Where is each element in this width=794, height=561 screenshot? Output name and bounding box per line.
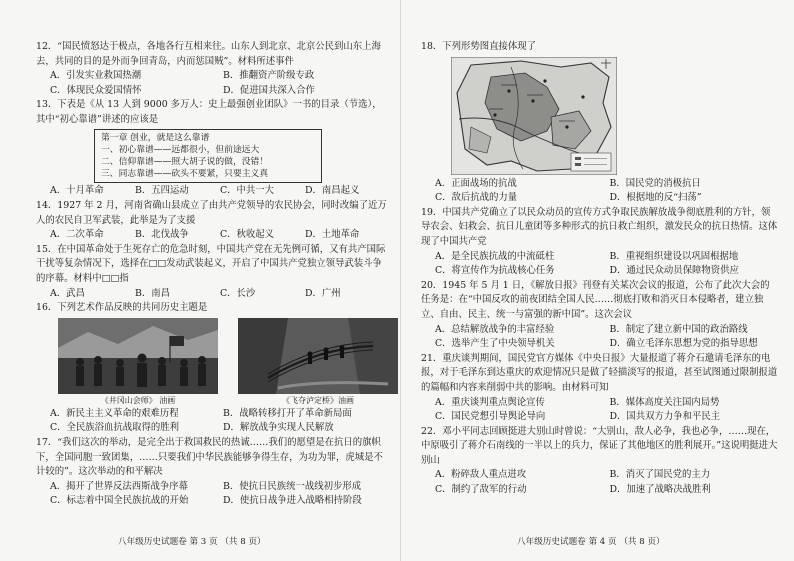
question-22-stem: 22．邓小平同志回顾挺进大别山时曾说：“大别山，敌人必争，我也必争，……现在，中原吸引了蒋介石南线的一半以上的兵力，保证了其他地区的胜利展开。”这说明挺进大别山 (421, 425, 778, 466)
question-13 (36, 98, 390, 199)
question-13-option-b[interactable]: B．五四运动 (135, 185, 189, 197)
question-17-option-c[interactable]: C．标志着中国全民族抗战的开始 (50, 495, 189, 507)
question-16-option-c[interactable]: C．全民族浴血抗战取得的胜利 (50, 422, 180, 434)
question-15 (36, 243, 390, 301)
question-20 (421, 279, 778, 352)
page-footer-3: 八年级历史试题卷 第 3 页 （共 8 页） (118, 537, 266, 547)
question-22-option-d[interactable]: D．加速了战略决战胜利 (609, 484, 711, 496)
question-15-option-c[interactable]: C．长沙 (220, 287, 256, 299)
question-12-option-c[interactable]: C．体现民众爱国情怀 (50, 84, 142, 96)
question-22-option-a[interactable]: A．粉碎敌人重点进攻 (435, 469, 527, 481)
question-21-option-d[interactable]: D．国共双方力争和平民主 (609, 411, 721, 423)
question-20-stem: 20．1945 年 5 月 1 日，《解放日报》刊登有关某次会议的报道，公布了此次大会的任务是：在“中国反攻的前夜团结全国人民……彻底打败和消灭日本侵略者，建立独立、自由、民主、统一与富强的新中国”。这次会议 (421, 279, 770, 320)
question-14-option-a[interactable]: A．二次革命 (50, 229, 104, 241)
question-18 (421, 40, 778, 206)
question-19-option-c[interactable]: C．将宣传作为抗战核心任务 (435, 265, 555, 277)
question-19-option-a[interactable]: A．是全民族抗战的中流砥柱 (435, 250, 555, 262)
question-22-option-c[interactable]: C．制约了敌军的行动 (435, 484, 527, 496)
question-17 (36, 436, 390, 509)
question-17-option-a[interactable]: A．揭开了世界反法西斯战争序幕 (50, 480, 189, 492)
question-12-option-a[interactable]: A．引发实业救国热潮 (50, 70, 142, 82)
question-21-option-b[interactable]: B．媒体高度关注国内局势 (609, 396, 720, 408)
situation-map-image (451, 57, 617, 175)
question-13-option-d[interactable]: D．南昌起义 (305, 185, 360, 197)
question-20-option-b[interactable]: B．制定了建立新中国的政治路线 (609, 323, 748, 335)
question-16-option-a[interactable]: A．新民主主义革命的艰难历程 (50, 407, 179, 419)
question-21-option-c[interactable]: C．国民党想引导舆论导向 (435, 411, 546, 423)
question-19-stem: 19．中国共产党确立了以民众动员的宣传方式争取民族解放战争彻底胜利的方针，领导农会、妇救会、抗日儿童团等多种形式的抗日救亡组织，激发民众的抗日热情。这体现了中国共产党 (421, 206, 778, 247)
question-14 (36, 199, 390, 243)
question-19-option-d[interactable]: D．通过民众动员保障物资供应 (609, 265, 739, 277)
question-20-option-c[interactable]: C．选举产生了中央领导机关 (435, 338, 555, 350)
question-12 (36, 40, 390, 98)
question-17-stem: 17．“我们这次的举动，是完全出于救国救民的热诚……我们的愿望是在抗日的旗帜下，全国同胞一致团集，……只要我们中华民族能够争得生存，为功为罪，虎城是不计较的”。这次举动的和平解决 (36, 436, 383, 478)
question-16-stem: 16．下列艺术作品反映的共同历史主题是 (36, 302, 208, 314)
question-21-option-a[interactable]: A．重庆谈判重点舆论宣传 (435, 396, 545, 408)
question-18-stem: 18．下列形势图直接体现了 (421, 41, 537, 52)
question-18-option-b[interactable]: B．国民党的消极抗日 (609, 177, 701, 189)
situation-map (451, 57, 617, 175)
question-20-option-d[interactable]: D．确立毛泽东思想为党的指导思想 (609, 338, 758, 350)
question-14-option-b[interactable]: B．北伐战争 (135, 229, 189, 241)
question-12-option-b[interactable]: B．推翻资产阶级专政 (223, 70, 315, 82)
question-17-option-d[interactable]: D．使抗日战争进入战略相持阶段 (223, 495, 362, 507)
question-21-stem: 21．重庆谈判期间，国民党官方媒体《中央日报》大量报道了蒋介石邀请毛泽东的电报，对于毛泽东到达重庆的欢迎情况只是做了轻描淡写的报道，甚至试图通过限制报道的篇幅和内容来削弱中共的影响。由材料可知 (421, 352, 778, 393)
luding-bridge-painting-image (238, 318, 398, 394)
toc-line: 一、初心靠谱——远都很小，但前途远大 (101, 144, 260, 155)
question-15-stem: 15．在中国革命处于生死存亡的危急时刻，中国共产党在无先例可循，又有共产国际干扰等复杂情况下，选择在□□发动武装起义，开启了中国共产党独立领导武装斗争的序幕。材料中□□指 (36, 243, 386, 284)
question-16 (36, 301, 390, 436)
oil-painting-jinggangshan (58, 318, 218, 407)
question-12-stem: 12．“国民愤怒达于极点，各地各行互相来往。山东人到北京、北京公民到山东上海去，共同的目的是外而争回青岛，内而惩国贼”。材料所述事件 (36, 41, 381, 67)
question-12-option-d[interactable]: D．促进国共深入合作 (223, 84, 315, 96)
painting-caption-2: 《飞夺泸定桥》油画 (282, 395, 354, 405)
toc-line: 三、同志靠谱——砍头不要紧，只要主义真 (101, 169, 269, 180)
question-14-option-d[interactable]: D．土地革命 (305, 229, 360, 241)
question-21 (421, 352, 778, 425)
exam-page-4 (400, 0, 794, 561)
question-14-stem: 14．1927 年 2 月，河南省确山县成立了由共产党领导的农民协会，同时改编了近万人的农民自卫军武装，此举是为了支援 (36, 199, 387, 226)
painting-caption-1: 《井冈山会师》 油画 (100, 395, 176, 405)
question-19-option-b[interactable]: B．重视组织建设以巩固根据地 (609, 250, 739, 262)
page-footer-4: 八年级历史试题卷 第 4 页 （共 8 页） (517, 537, 665, 547)
question-18-option-d[interactable]: D．根据地的反“扫荡” (609, 192, 702, 204)
question-16-option-d[interactable]: D．解放战争实现人民解放 (223, 422, 334, 434)
question-19 (421, 206, 778, 279)
question-18-option-a[interactable]: A．正面战场的抗战 (435, 177, 517, 189)
question-13-stem: 13．下表是《从 13 人到 9000 多万人：史上最强创业团队》一书的目录（节选），其中“初心靠谱”讲述的应该是 (36, 99, 382, 125)
oil-painting-luding-bridge (238, 318, 398, 407)
question-14-option-c[interactable]: C．秋收起义 (220, 229, 275, 241)
toc-line: 第一章 创业，就是这么靠谱 (101, 132, 210, 143)
table-of-contents-box (94, 129, 322, 184)
jinggangshan-painting-image (58, 318, 218, 394)
question-13-option-a[interactable]: A．十月革命 (50, 185, 104, 197)
question-22 (421, 425, 778, 498)
question-18-option-c[interactable]: C．敌后抗战的力量 (435, 192, 518, 204)
question-13-option-c[interactable]: C．中共一大 (220, 185, 275, 197)
question-15-option-d[interactable]: D．广州 (305, 287, 341, 299)
question-15-option-a[interactable]: A．武昌 (50, 287, 85, 299)
question-20-option-a[interactable]: A．总结解放战争的丰富经验 (435, 323, 555, 335)
question-17-option-b[interactable]: B．使抗日民族统一战线初步形成 (223, 480, 362, 492)
question-16-option-b[interactable]: B．战略转移打开了革命新局面 (223, 407, 352, 419)
question-22-option-b[interactable]: B．消灭了国民党的主力 (609, 469, 711, 481)
toc-line: 二、信仰靠谱——照大胡子说的做，没错！ (101, 156, 269, 167)
question-15-option-b[interactable]: B．南昌 (135, 287, 171, 299)
